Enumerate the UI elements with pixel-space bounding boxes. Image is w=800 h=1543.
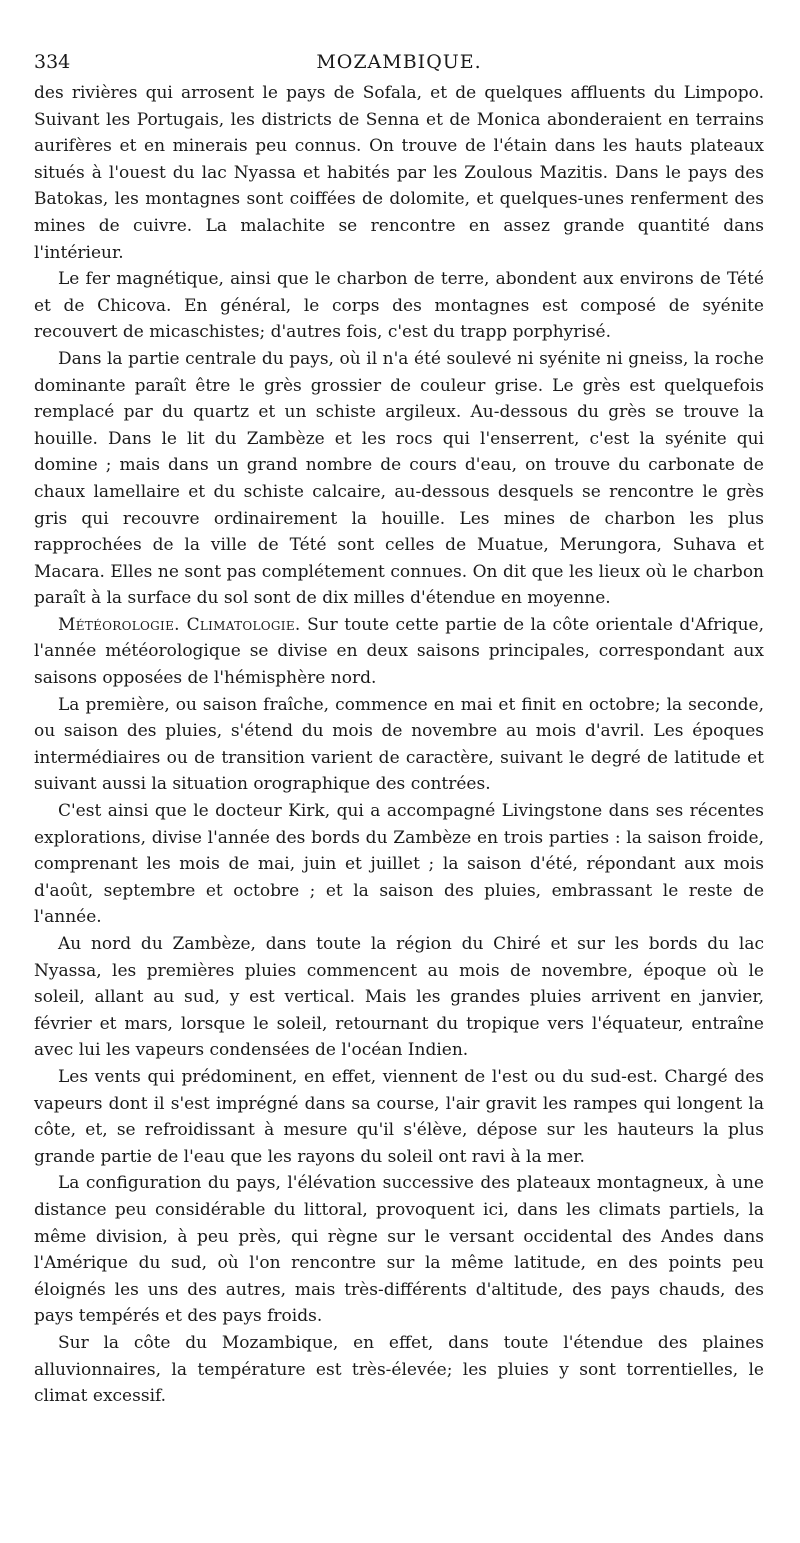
paragraph-4-text: Sur toute cette partie de la côte orientale d'Afrique, l'année météorologique se divise en deux saisons principales, correspondant aux saisons opposées de l'hémisphère nord. xyxy=(34,614,765,689)
paragraph-3: Dans la partie centrale du pays, où il n'a été soulevé ni syénite ni gneiss, la roche dominante paraît être le grès grossier de couleur grise. Le grès est quelquefois remplacé par du quartz et un schiste argileux. Au-dessous du grès se trouve la houille. Dans le lit du Zambèze et les rocs qui l'enserrent, c'est la syénite qui domine ; mais dans un grand nombre de cours d'eau, on trouve du carbonate de chaux lamellaire et du schiste calcaire, au-dessous desquels se rencontre le grès gris qui recouvre ordinairement la houille. Les mines de charbon les plus rapprochées de la ville de Tété sont celles de Muatue, Merungora, Suhava et Macara. Elles ne sont pas complétement connues. On dit que les lieux où le charbon paraît à la surface du sol sont de dix milles d'étendue en moyenne. xyxy=(34,348,764,609)
paragraph-7: Au nord du Zambèze, dans toute la région du Chiré et sur les bords du lac Nyassa, les premières pluies commencent au mois de novembre, époque où le soleil, allant au sud, y est vertical. Mais les grandes pluies arrivent en janvier, février et mars, lorsque le soleil, retournant du tropique vers l'équateur, entraîne avec lui les vapeurs condensées de l'océan Indien. xyxy=(34,934,764,1061)
paragraph-6: C'est ainsi que le docteur Kirk, qui a accompagné Livingstone dans ses récentes explorations, divise l'année des bords du Zambèze en trois parties : la saison froide, comprenant les mois de mai, juin et juillet ; la saison d'été, répondant aux mois d'août, septembre et octobre ; et la saison des pluies, embrassant le reste de l'année. xyxy=(34,801,764,928)
book-page xyxy=(34,44,764,1410)
paragraph-9: La configuration du pays, l'élévation successive des plateaux montagneux, à une distance peu considérable du littoral, provoquent ici, dans les climats partiels, la même division, à peu près, qui règne sur le versant occidental des Andes dans l'Amérique du sud, où l'on rencontre sur la même latitude, en des points peu éloignés les uns des autres, mais très-différents d'altitude, des pays chauds, des pays tempérés et des pays froids. xyxy=(34,1173,764,1327)
body-text xyxy=(34,80,764,1410)
page-header xyxy=(34,44,764,80)
running-title: MOZAMBIQUE. xyxy=(316,51,482,73)
paragraph-1: des rivières qui arrosent le pays de Sofala, et de quelques affluents du Limpopo. Suivant les Portugais, les districts de Senna et de Monica abonderaient en terrains aurifères et en minerais peu connus. On trouve de l'étain dans les hauts plateaux situés à l'ouest du lac Nyassa et habités par les Zoulous Mazitis. Dans le pays des Batokas, les montagnes sont coiffées de dolomite, et quelques-unes renferment des mines de cuivre. La malachite se rencontre en assez grande quantité dans l'intérieur. xyxy=(34,83,764,263)
section-heading-meteorologie: Météorologie. Climatologie. xyxy=(58,614,301,635)
paragraph-4 xyxy=(34,612,764,692)
paragraph-10: Sur la côte du Mozambique, en effet, dans toute l'étendue des plaines alluvionnaires, la température est très-élevée; les pluies y sont torrentielles, le climat excessif. xyxy=(34,1332,764,1407)
paragraph-5: La première, ou saison fraîche, commence en mai et finit en octobre; la seconde, ou saison des pluies, s'étend du mois de novembre au mois d'avril. Les époques intermédiaires ou de transition varient de caractère, suivant le degré de latitude et suivant aussi la situation orographique des contrées. xyxy=(34,694,764,795)
paragraph-2: Le fer magnétique, ainsi que le charbon de terre, abondent aux environs de Tété et de Chicova. En général, le corps des montagnes est composé de syénite recouvert de micaschistes; d'autres fois, c'est du trapp porphyrisé. xyxy=(34,269,764,343)
paragraph-8: Les vents qui prédominent, en effet, viennent de l'est ou du sud-est. Chargé des vapeurs dont il s'est imprégné dans sa course, l'air gravit les rampes qui longent la côte, et, se refroidissant à mesure qu'il s'élève, dépose sur les hauteurs la plus grande partie de l'eau que les rayons du soleil ont ravi à la mer. xyxy=(34,1066,764,1167)
page-number: 334 xyxy=(34,51,71,73)
